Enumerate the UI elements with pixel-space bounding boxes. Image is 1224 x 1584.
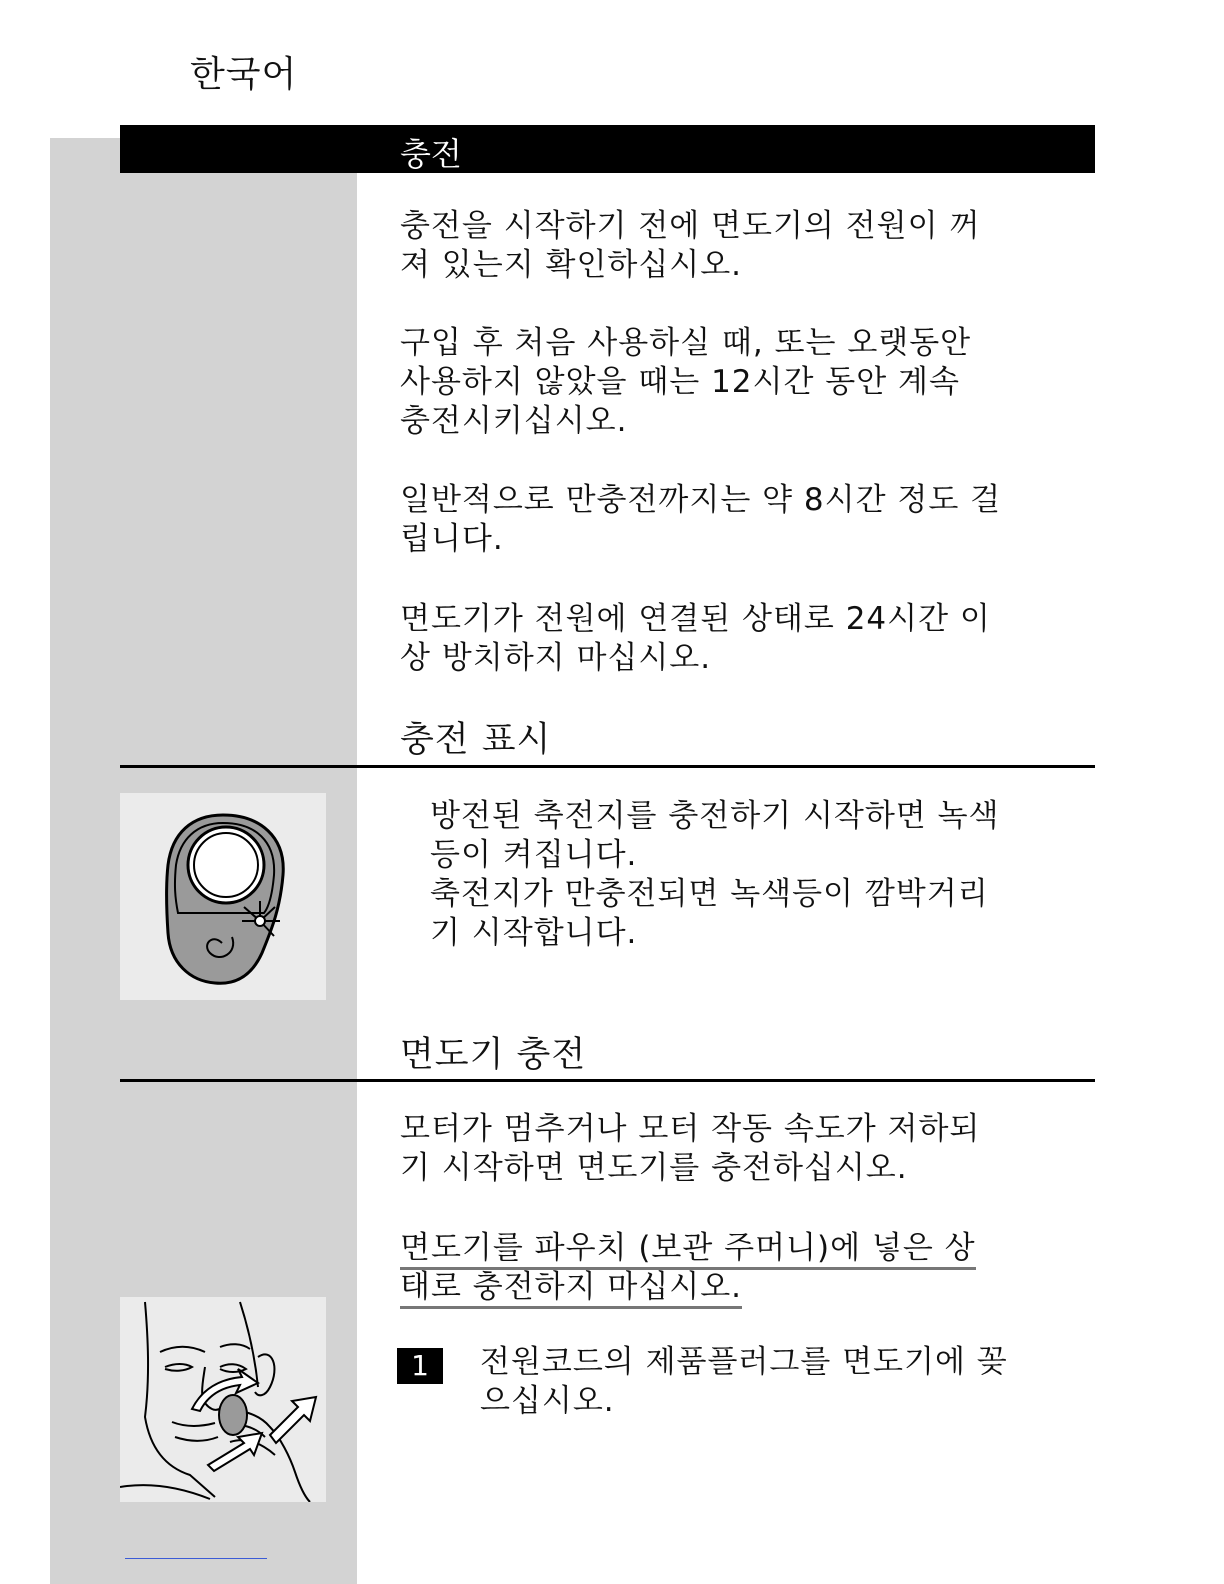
bullet-text: 방전된 축전지를 충전하기 시작하면 녹색 등이 켜집니다. bbox=[430, 798, 1000, 873]
section-rule bbox=[120, 1079, 1095, 1082]
bullet-text: 축전지가 만충전되면 녹색등이 깜박거리 기 시작합니다. bbox=[430, 876, 989, 951]
warning-line: 면도기를 파우치 (보관 주머니)에 넣은 상 bbox=[400, 1230, 976, 1270]
section-header-bar bbox=[120, 125, 1095, 173]
section-heading-indicator: 충전 표시 bbox=[400, 720, 552, 760]
charge-indicator-illustration bbox=[120, 793, 326, 1000]
paragraph: 모터가 멈추거나 모터 작동 속도가 저하되 기 시작하면 면도기를 충전하십시오. bbox=[400, 1111, 981, 1186]
section-title-charging: 충전 bbox=[400, 135, 462, 173]
paragraph: 면도기가 전원에 연결된 상태로 24시간 이 상 방치하지 마십시오. bbox=[400, 601, 991, 676]
step-text: 전원코드의 제품플러그를 면도기에 꽂 으십시오. bbox=[480, 1344, 1008, 1419]
warning-text bbox=[400, 1229, 1100, 1307]
section-heading-shaver-charging: 면도기 충전 bbox=[400, 1035, 587, 1075]
paragraph: 일반적으로 만충전까지는 약 8시간 정도 걸 립니다. bbox=[400, 482, 1002, 557]
section-rule bbox=[120, 765, 1095, 768]
paragraph: 충전을 시작하기 전에 면도기의 전원이 꺼 져 있는지 확인하십시오. bbox=[400, 208, 981, 283]
paragraph: 구입 후 처음 사용하실 때, 또는 오랫동안 사용하지 않았을 때는 12시간 동안 계속 충전시키십시오. bbox=[400, 325, 972, 439]
footer-link-line bbox=[125, 1558, 267, 1559]
warning-line: 태로 충전하지 마십시오. bbox=[400, 1269, 742, 1309]
face-charging-illustration bbox=[120, 1297, 326, 1502]
step-number-badge: 1 bbox=[397, 1348, 443, 1384]
language-label: 한국어 bbox=[190, 54, 298, 95]
